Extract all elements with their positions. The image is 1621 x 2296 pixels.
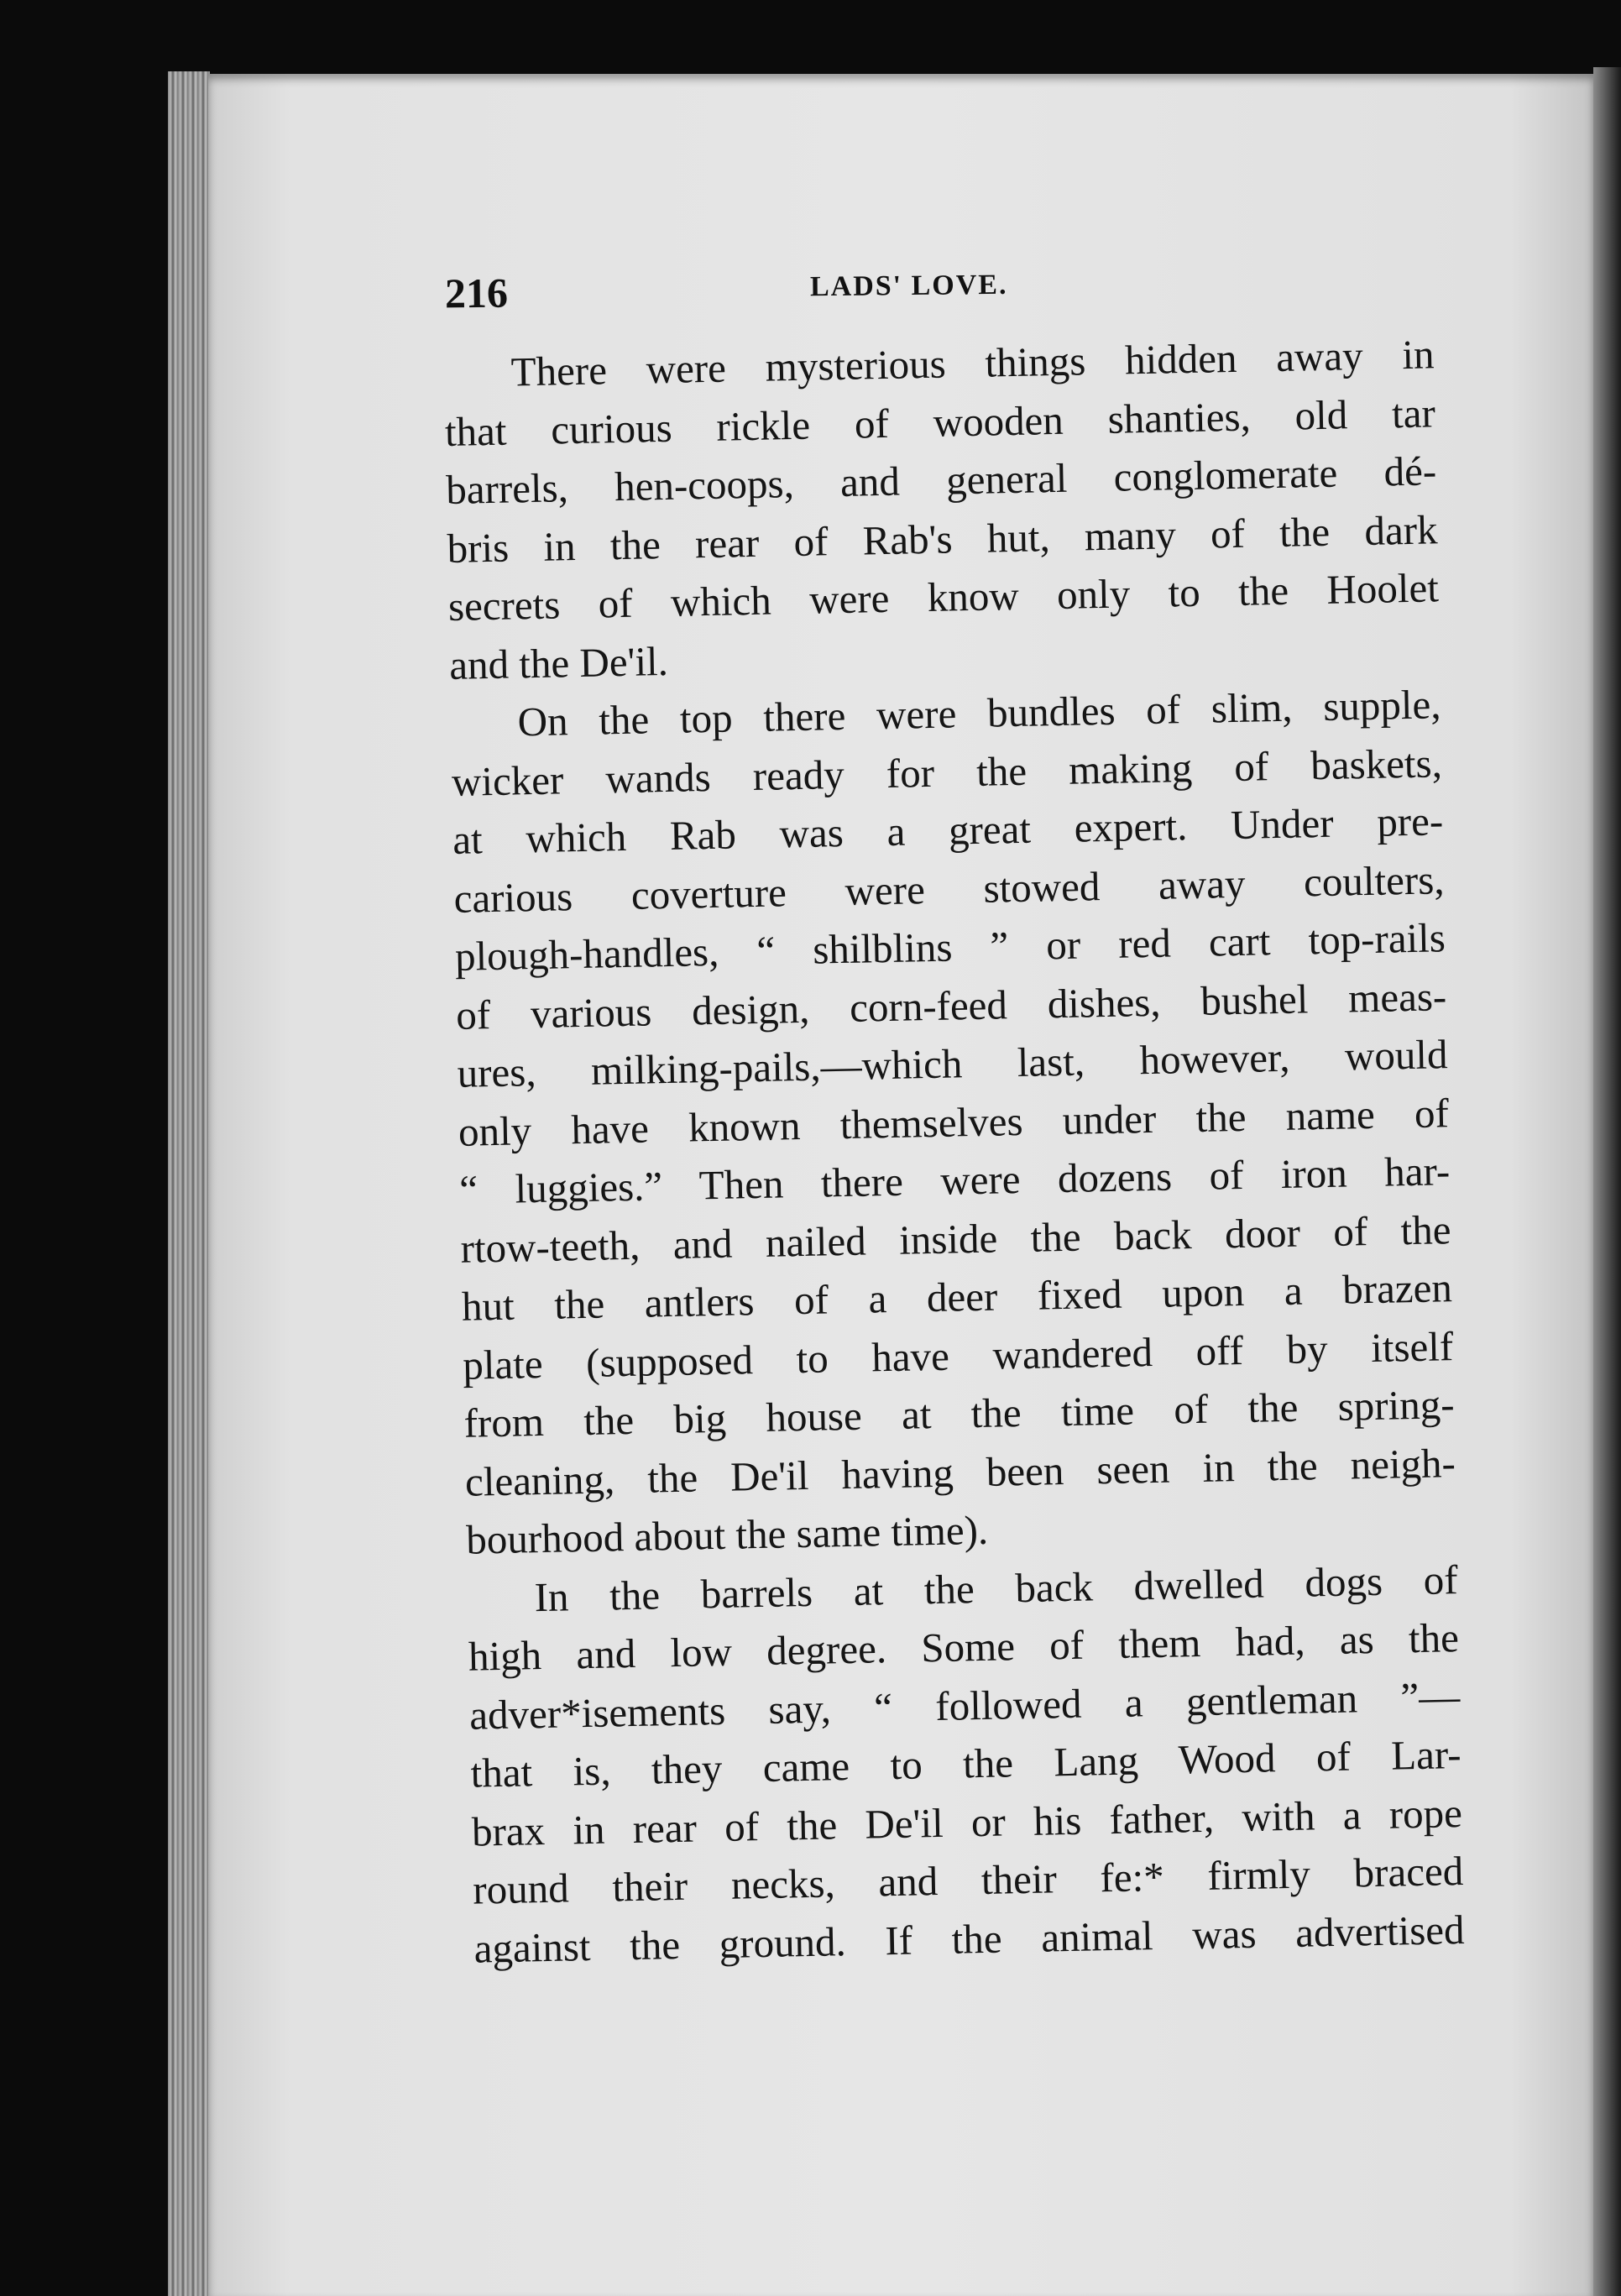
text-line: cleaning, the De'il having been seen in the neigh- bbox=[464, 1439, 1456, 1505]
text-line: In the barrels at the back dwelled dogs of bbox=[534, 1556, 1458, 1620]
paragraph-1 bbox=[443, 325, 1441, 694]
paragraph-2 bbox=[450, 675, 1457, 1569]
text-line: wicker wands ready for the making of baskets, bbox=[451, 739, 1443, 805]
running-title: LADS' LOVE. bbox=[809, 269, 1008, 303]
text-line: round their necks, and their fe:* firmly braced bbox=[472, 1848, 1464, 1913]
text-line: hut the antlers of a deer fixed upon a brazen bbox=[461, 1264, 1453, 1330]
text-line: secrets of which were know only to the Hoolet bbox=[447, 564, 1440, 630]
text-line: On the top there were bundles of slim, supple, bbox=[517, 681, 1441, 745]
text-line: plough-handles, “ shilblins ” or red cart top-rails bbox=[454, 914, 1446, 980]
text-line: brax in rear of the De'il or his father, with a rope bbox=[471, 1789, 1463, 1855]
text-line: carious coverture were stowed away coulters, bbox=[453, 855, 1445, 922]
text-line: and the De'il. bbox=[448, 637, 669, 688]
text-line: There were mysterious things hidden away in bbox=[510, 331, 1435, 395]
text-line: barrels, hen-coops, and general conglomerate dé- bbox=[445, 447, 1437, 513]
text-line: that curious rickle of wooden shanties, old tar bbox=[444, 389, 1436, 455]
text-line: of various design, corn-feed dishes, bushel meas- bbox=[455, 972, 1447, 1038]
text-line: that is, they came to the Lang Wood of Lar- bbox=[470, 1731, 1462, 1797]
paragraph-3 bbox=[467, 1551, 1465, 1978]
page-number: 216 bbox=[444, 269, 509, 317]
text-line: ures, milking-pails,—which last, however, would bbox=[457, 1031, 1448, 1096]
text-line: rtow-teeth, and nailed inside the back door of the bbox=[460, 1206, 1451, 1272]
text-line: high and low degree. Some of them had, as the bbox=[468, 1614, 1460, 1680]
text-line: only have known themselves under the name of bbox=[458, 1089, 1450, 1155]
body-text bbox=[443, 325, 1465, 1977]
text-line: bourhood about the same time). bbox=[465, 1506, 989, 1563]
text-line: adver*isements say, “ followed a gentleman ”— bbox=[468, 1672, 1461, 1739]
text-line: at which Rab was a great expert. Under pre- bbox=[452, 798, 1444, 863]
page-shadow bbox=[1593, 67, 1621, 2296]
text-line: “ luggies.” Then there were dozens of iron har- bbox=[458, 1148, 1451, 1213]
text-line: plate (supposed to have wandered off by itself bbox=[462, 1322, 1454, 1389]
text-line: from the big house at the time of the spring- bbox=[463, 1381, 1455, 1446]
text-line: against the ground. If the animal was advertised bbox=[473, 1906, 1465, 1972]
book-page-edges bbox=[168, 71, 210, 2296]
text-line: bris in the rear of Rab's hut, many of the dark bbox=[447, 505, 1438, 572]
